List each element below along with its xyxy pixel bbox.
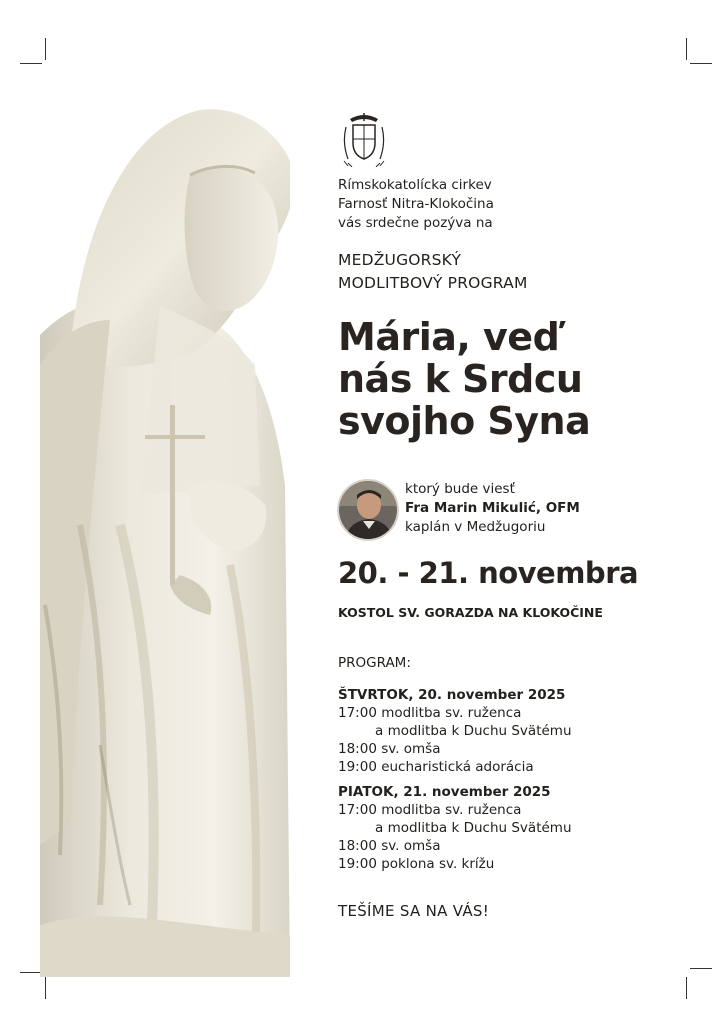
intro-text — [338, 176, 494, 233]
crop-mark-top-left-v — [45, 38, 46, 60]
speaker-info — [405, 480, 580, 537]
title-line: nás k Srdcu — [338, 357, 583, 401]
subtitle-line: MEDŽUGORSKÝ — [338, 251, 462, 269]
crop-mark-top-left-h — [20, 63, 42, 64]
crop-mark-top-right-v — [686, 38, 687, 60]
program-day-thursday — [338, 686, 572, 776]
speaker-lead: ktorý bude viesť — [405, 481, 515, 497]
speaker-portrait-image — [337, 479, 399, 541]
closing-text: TEŠÍME SA NA VÁS! — [338, 902, 490, 920]
crop-mark-bottom-right-v — [686, 977, 687, 999]
program-item: 17:00 modlitba sv. ruženca — [338, 802, 522, 818]
event-dates: 20. - 21. novembra — [338, 556, 639, 590]
crop-mark-bottom-right-h — [690, 968, 712, 969]
speaker-role: kaplán v Medžugoriu — [405, 519, 546, 535]
intro-line: Farnosť Nitra-Klokočina — [338, 196, 494, 212]
speaker-name: Fra Marin Mikulić, OFM — [405, 500, 580, 516]
program-item: 17:00 modlitba sv. ruženca — [338, 705, 522, 721]
parish-crest-icon — [338, 113, 390, 167]
program-item: 19:00 eucharistická adorácia — [338, 759, 534, 775]
day-heading: ŠTVRTOK, 20. november 2025 — [338, 687, 566, 703]
program-item: a modlitba k Duchu Svätému — [375, 820, 572, 836]
title-line: Mária, veď — [338, 315, 560, 359]
title-line: svojho Syna — [338, 399, 591, 443]
program-item: a modlitba k Duchu Svätému — [375, 723, 572, 739]
crop-mark-top-right-h — [690, 63, 712, 64]
intro-line: Rímskokatolícka cirkev — [338, 177, 492, 193]
day-heading: PIATOK, 21. november 2025 — [338, 784, 551, 800]
event-venue: KOSTOL SV. GORAZDA NA KLOKOČINE — [338, 605, 603, 620]
program-label: PROGRAM: — [338, 655, 411, 671]
program-item: 19:00 poklona sv. krížu — [338, 856, 495, 872]
crop-mark-bottom-left-v — [45, 977, 46, 999]
program-item: 18:00 sv. omša — [338, 838, 441, 854]
virgin-mary-statue-image — [40, 105, 290, 977]
intro-line: vás srdečne pozýva na — [338, 215, 493, 231]
crop-mark-bottom-left-h — [20, 972, 42, 973]
event-subtitle — [338, 249, 528, 295]
program-item: 18:00 sv. omša — [338, 741, 441, 757]
subtitle-line: MODLITBOVÝ PROGRAM — [338, 274, 528, 292]
program-day-friday — [338, 783, 572, 873]
event-title — [338, 316, 708, 442]
